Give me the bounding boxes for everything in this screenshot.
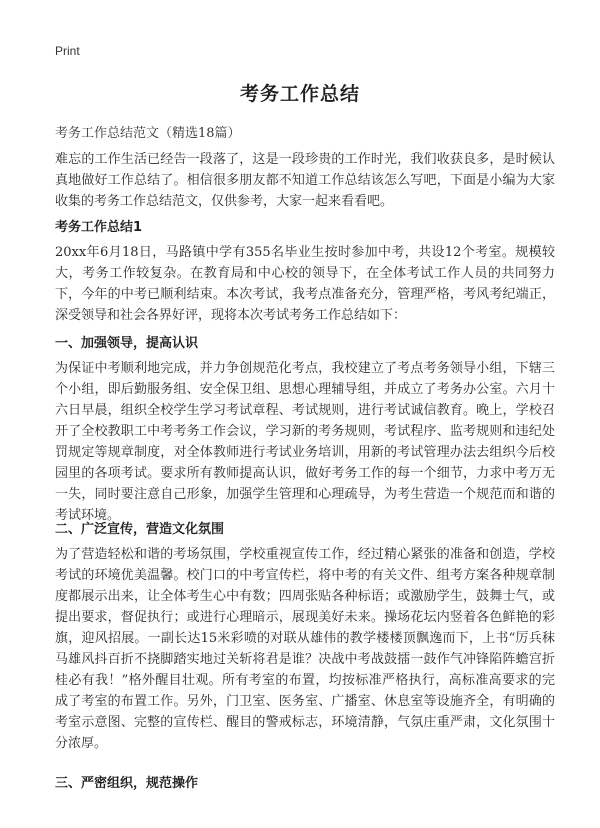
- heading-leadership: 一、加强领导，提高认识: [55, 336, 199, 351]
- document-subtitle: 考务工作总结范文（精选18篇）: [55, 126, 241, 141]
- intro-paragraph: 难忘的工作生活已经告一段落了，这是一段珍贵的工作时光，我们收获良多，是时候认真地做好工作总结了。相信很多朋友都不知道工作总结该怎么写吧，下面是小编为大家收集的考务工作总结范文，仅供参考，大家一起来看看吧。: [55, 152, 555, 209]
- section-paragraph: 20xx年6月18日，马路镇中学有355名毕业生按时参加中考，共设12个考室。规模较大，考务工作较复杂。在教育局和中心校的领导下，在全体考试工作人员的共同努力下，今年的中考已顺利结束。本次考试，我考点准备充分，管理严格，考风考纪端正，深受领导和社会各界好评，现将本次考试考务工作总结如下：: [55, 245, 555, 323]
- heading-organization: 三、严密组织，规范操作: [55, 776, 199, 791]
- section-title: 考务工作总结1: [55, 220, 143, 235]
- paragraph-publicity: 为了营造轻松和谐的考场氛围，学校重视宣传工作，经过精心紧张的准备和创造，学校考试的环境优美温馨。校门口的中考宣传栏，将中考的有关文件、组考方案各种规章制度都展示出来，让全体考生心中有数；四周张贴各种标语；或激励学生，鼓舞士气，或提出要求，督促执行；或进行心理暗示，展现美好未来。操场花坛内竖着各色鲜艳的彩旗，迎风招展。一副长达15米彩喷的对联从雄伟的教学楼楼顶飘逸而下，上书“厉兵秣马雄风抖百折不挠脚踏实地过关斩将君是谁？决战中考战鼓擂一鼓作气冲锋陷阵蟾宫折桂必有我！”格外醒目壮观。所有考室的布置，均按标准严格执行，高标准高要求的完成了考室的布置工作。另外，门卫室、医务室、广播室、休息室等设施齐全，有明确的考室示意图、完整的宣传栏、醒目的警戒标志，环境清静，气氛庄重严肃，文化氛围十分浓厚。: [55, 547, 555, 751]
- paragraph-leadership: 为保证中考顺利地完成，并力争创规范化考点，我校建立了考点考务领导小组，下辖三个小组，即后勤服务组、安全保卫组、思想心理辅导组，并成立了考务办公室。六月十六日早晨，组织全校学生学习考试章程、考试规则，进行考试诚信教育。晚上，学校召开了全校教职工中考考务工作会议，学习新的考务规则，考试程序、监考规则和违纪处罚规定等规章制度，对全体教师进行考试业务培训，用新的考试管理办法去组织今后校园里的各项考试。要求所有教师提高认识，做好考务工作的每一个细节，力求中考万无一失，同时要注意自己形象，加强学生管理和心理疏导，为考生营造一个规范而和谐的考试环境。: [55, 361, 555, 523]
- page-title: 考务工作总结: [239, 83, 360, 105]
- heading-publicity: 二、广泛宣传，营造文化氛围: [55, 522, 225, 537]
- print-link[interactable]: Print: [55, 44, 80, 58]
